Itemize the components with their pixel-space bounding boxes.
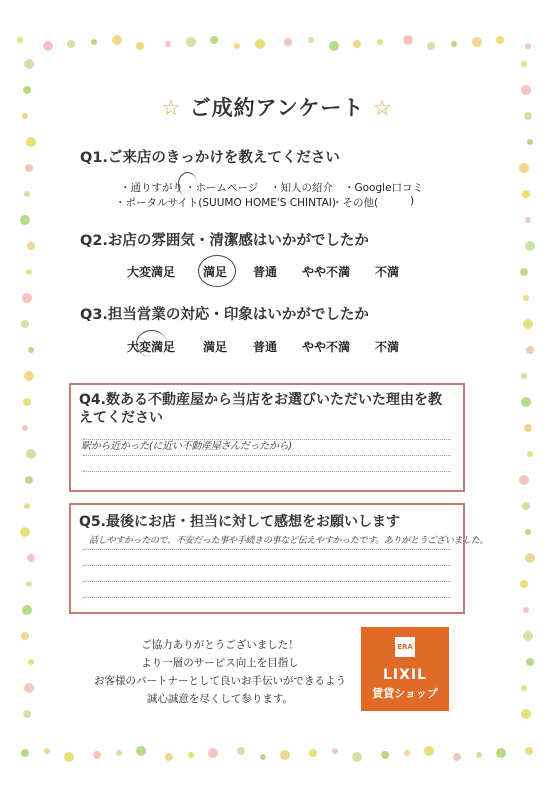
decorative-dot bbox=[28, 659, 34, 665]
logo-shop-name: 賃貸ショップ bbox=[372, 687, 438, 700]
selection-circle bbox=[136, 330, 167, 357]
decorative-dot bbox=[255, 39, 265, 49]
q1-option-portal[interactable]: ・ポータルサイト(SUUMO HOME'S CHINTAI) bbox=[115, 197, 336, 209]
decorative-dot bbox=[21, 749, 29, 757]
q5-question: Q5.最後にお店・担当に対して感想をお願いします bbox=[79, 514, 400, 530]
decorative-dot bbox=[21, 320, 29, 328]
q2-question: Q2.お店の雰囲気・清潔感はいかがでしたか bbox=[80, 233, 369, 249]
decorative-dot bbox=[27, 242, 35, 250]
decorative-dot bbox=[188, 752, 194, 758]
answer-line bbox=[83, 581, 451, 582]
decorative-dot bbox=[527, 451, 533, 457]
decorative-dot bbox=[521, 373, 527, 379]
decorative-dot bbox=[23, 710, 31, 718]
decorative-dot bbox=[453, 753, 461, 761]
decorative-dot bbox=[112, 35, 122, 45]
era-house-icon: ERA bbox=[395, 637, 415, 657]
q5-handwritten-answer[interactable]: 話しやすかったので、不安だった事や手続きの事など伝えやすかったです。ありがとうございました。 bbox=[89, 536, 489, 546]
q1-option-referral[interactable]: ・知人の紹介 bbox=[270, 182, 333, 194]
answer-line bbox=[83, 565, 451, 566]
decorative-dot bbox=[24, 371, 34, 381]
decorative-dot bbox=[525, 529, 531, 535]
decorative-dot bbox=[24, 59, 34, 69]
logo-brand: LIXIL bbox=[382, 667, 428, 683]
decorative-dot bbox=[43, 41, 53, 51]
answer-line bbox=[83, 455, 451, 456]
selection-circle bbox=[198, 255, 236, 287]
q1-option-google[interactable]: ・Google口コミ bbox=[344, 182, 424, 194]
decorative-dot bbox=[93, 751, 101, 759]
decorative-dot bbox=[237, 747, 245, 755]
decorative-dot bbox=[26, 137, 36, 147]
decorative-dot bbox=[64, 752, 74, 762]
q4-handwritten-answer[interactable]: 駅から近かった(に近い不動産屋さんだったから) bbox=[81, 441, 292, 452]
star-icon: ☆ bbox=[372, 96, 393, 120]
decorative-dot bbox=[165, 41, 171, 47]
decorative-dot bbox=[208, 748, 218, 758]
q2-rating-somewhat-dissatisfied[interactable]: やや不満 bbox=[302, 265, 351, 279]
decorative-dot bbox=[521, 61, 527, 67]
decorative-dot bbox=[381, 751, 389, 759]
decorative-dot bbox=[519, 163, 529, 173]
decorative-dot bbox=[520, 268, 528, 276]
decorative-dot bbox=[522, 190, 530, 198]
decorative-dot bbox=[308, 37, 314, 43]
decorative-dot bbox=[523, 319, 533, 329]
decorative-dot bbox=[20, 215, 30, 225]
decorative-dot bbox=[521, 397, 531, 407]
decorative-dot bbox=[472, 37, 482, 47]
answer-line bbox=[83, 597, 451, 598]
decorative-dot bbox=[116, 750, 122, 756]
decorative-dot bbox=[476, 752, 482, 758]
decorative-dot bbox=[23, 398, 31, 406]
decorative-dot bbox=[186, 37, 196, 47]
decorative-dot bbox=[27, 554, 35, 562]
decorative-dot bbox=[404, 750, 410, 756]
decorative-dot bbox=[332, 748, 338, 754]
decorative-dot bbox=[25, 164, 33, 172]
decorative-dot bbox=[522, 502, 530, 510]
answer-line bbox=[83, 549, 451, 550]
q3-question: Q3.担当営業の対応・印象はいかがでしたか bbox=[80, 307, 369, 323]
q2-rating-dissatisfied[interactable]: 不満 bbox=[375, 265, 400, 279]
decorative-dot bbox=[26, 581, 32, 587]
decorative-dot bbox=[525, 747, 533, 755]
thanks-message bbox=[70, 636, 370, 708]
decorative-dot bbox=[523, 607, 529, 613]
decorative-dot bbox=[525, 43, 531, 49]
decorative-dot bbox=[21, 632, 29, 640]
q1-option-passing-by[interactable]: ・通りすがり bbox=[120, 182, 183, 194]
q1-option-homepage[interactable]: ・ホームページ bbox=[185, 182, 259, 194]
decorative-dot bbox=[523, 295, 529, 301]
decorative-dot bbox=[519, 475, 529, 485]
q3-rating-dissatisfied[interactable]: 不満 bbox=[375, 340, 400, 354]
decorative-dot bbox=[44, 748, 50, 754]
q2-rating-very-satisfied[interactable]: 大変満足 bbox=[127, 265, 176, 279]
decorative-dot bbox=[210, 36, 218, 44]
decorative-dot bbox=[424, 746, 434, 756]
q1-question: Q1.ご来店のきっかけを教えてください bbox=[80, 150, 340, 166]
decorative-dot bbox=[17, 37, 23, 43]
decorative-dot bbox=[329, 41, 339, 51]
decorative-dot bbox=[24, 191, 30, 197]
survey-title bbox=[0, 92, 554, 122]
thanks-line: ご協力ありがとうございました！ bbox=[141, 639, 299, 651]
decorative-dot bbox=[527, 139, 533, 145]
decorative-dot bbox=[25, 476, 33, 484]
thanks-line: より一層のサービス向上を目指し bbox=[141, 657, 299, 669]
decorative-dot bbox=[22, 425, 28, 431]
decorative-dot bbox=[280, 750, 290, 760]
thanks-line: お客様のパートナーとして良いお手伝いができるよう bbox=[94, 675, 346, 687]
selection-circle bbox=[178, 172, 197, 195]
star-icon: ☆ bbox=[161, 96, 182, 120]
decorative-dot bbox=[91, 39, 97, 45]
decorative-dot bbox=[427, 42, 435, 50]
decorative-dot bbox=[525, 241, 535, 251]
decorative-dot bbox=[234, 43, 240, 49]
q5-answer-box bbox=[69, 503, 489, 614]
survey-title-text: ご成約アンケート bbox=[189, 96, 365, 120]
decorative-dot bbox=[524, 424, 532, 432]
decorative-dot bbox=[526, 346, 534, 354]
decorative-dot bbox=[520, 580, 528, 588]
q3-rating-satisfied[interactable]: 満足 bbox=[203, 340, 228, 354]
decorative-dot bbox=[24, 683, 34, 693]
decorative-dot bbox=[136, 42, 144, 50]
q3-rating-neutral[interactable]: 普通 bbox=[253, 340, 278, 354]
decorative-dot bbox=[352, 752, 362, 762]
decorative-dot bbox=[521, 685, 527, 691]
decorative-dot bbox=[22, 293, 32, 303]
decorative-dot bbox=[26, 269, 32, 275]
decorative-dot bbox=[22, 605, 32, 615]
decorative-dot bbox=[353, 40, 361, 48]
decorative-dot bbox=[284, 38, 292, 46]
decorative-dot bbox=[24, 503, 30, 509]
decorative-dot bbox=[521, 709, 531, 719]
q2-rating-satisfied[interactable]: 満足 bbox=[203, 265, 228, 279]
q2-rating-neutral[interactable]: 普通 bbox=[253, 265, 278, 279]
decorative-dot bbox=[309, 749, 317, 757]
decorative-dot bbox=[28, 347, 34, 353]
decorative-dot bbox=[165, 753, 173, 761]
answer-line bbox=[83, 471, 451, 472]
q3-rating-very-satisfied[interactable]: 大変満足 bbox=[127, 340, 176, 354]
decorative-dot bbox=[525, 553, 535, 563]
decorative-dot bbox=[525, 217, 531, 223]
decorative-dot bbox=[496, 748, 506, 758]
lixil-shop-logo bbox=[361, 627, 449, 711]
q4-question: Q4.数ある不動産屋から当店をお選びいただいた理由を教えてください bbox=[79, 392, 442, 426]
decorative-dot bbox=[403, 35, 413, 45]
decorative-dot bbox=[20, 527, 30, 537]
q1-option-other-close: ) bbox=[410, 195, 415, 207]
decorative-dot bbox=[67, 40, 75, 48]
decorative-dot bbox=[523, 631, 533, 641]
decorative-dot bbox=[26, 449, 36, 459]
thanks-line: 誠心誠意を尽くして参ります。 bbox=[146, 693, 294, 705]
decorative-dot bbox=[136, 746, 146, 756]
decorative-dot bbox=[526, 658, 534, 666]
decorative-dot bbox=[451, 41, 457, 47]
q3-rating-somewhat-dissatisfied[interactable]: やや不満 bbox=[302, 340, 351, 354]
decorative-dot bbox=[496, 36, 504, 44]
q4-answer-box bbox=[69, 383, 465, 492]
decorative-dot bbox=[260, 754, 266, 760]
q1-option-other[interactable]: ・その他( bbox=[332, 197, 379, 209]
decorative-dot bbox=[377, 39, 383, 45]
